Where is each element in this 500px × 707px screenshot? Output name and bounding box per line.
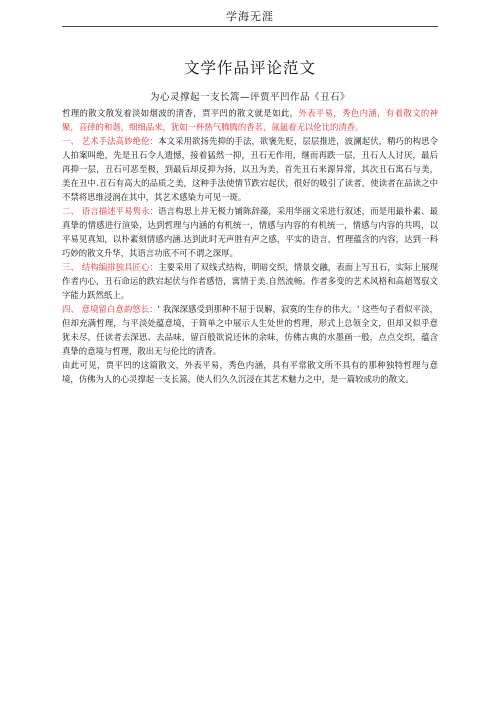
section-paragraph-2	[62, 204, 438, 260]
section-paragraph-1	[62, 134, 438, 204]
document-title: 文学作品评论范文	[183, 59, 316, 77]
section-text-1: 本文采用欲扬先抑的手法，欲褒先贬，层层推进，波澜起伏，精巧的构思令人拍案叫绝，先是丑石令人遗憾，接着猛然一抑，丑石无作用，继而再跌一层，丑石人人讨厌，最后再抑一层，丑石可恶至极，到最后却反抑为扬，以丑为美，首先丑石来源异常，其次丑石寓石与美，美在丑中.丑石有高大的品质之美，这种手法使情节跌宕起伏，很好的吸引了读者，使读者在品读之中不禁将思维浸润在其中，其艺术感染力可见一斑。	[62, 136, 438, 202]
section-text-3: 主要采用了双线式结构，明暗交织，情景交融，表面上写丑石，实际上展现作者内心，丑石命运的跌宕起伏与作者感悟，寓情于美.自然流畅。作者多变的艺术风格和高超驾驭文字能力跃然纸上。	[62, 262, 438, 300]
section-text-2: 语言构思上并无极力铺陈辞藻，采用华丽文采进行叙述，而是用最朴素、最真挚的情感进行渲染，达到哲理与内涵的有机统一，情感与内容的有机统一，情感与内容的共鸣，以平易见真知，以朴素刻情感内涵.达到此时无声胜有声之感，平实的语言，哲理蕴含的内容，达到一科巧妙的散文升华，其语言功底不可不谓之深厚。	[62, 206, 438, 258]
page-header: 学海无涯	[62, 8, 438, 27]
section-heading-1: 一、 艺术手法高妙绝伦：	[62, 136, 159, 146]
section-text-4: ' 我深深感受到那种不屈于误解，寂寞的生存的伟大。' 这些句子看似平淡，但却充满哲理，与平淡处蕴意境，于简单之中展示人生处世的哲理，形式上总领全文，但却又似乎意犹未尽，任读者去深思、去品味，留百般欲说还休的余味，仿佛古典的水墨画一般，点点交织，蕴含真挚的意境与哲理，散出无与伦比的清香。	[62, 304, 438, 356]
document-body	[62, 91, 438, 386]
conclusion-paragraph: 由此可见，贾平凹的这篇散文，外表平易，秀色内涵，具有平常散文所不具有的那种独特哲理与意境，仿佛为人的心灵撑起一支长篙，使人们久久沉浸在其艺术魅力之中，是一篇较成功的散文。	[62, 360, 438, 384]
section-paragraph-4	[62, 302, 438, 358]
intro-text: 哲理的散文散发着淡如烟波的清香，贾平凹的散文就是如此，	[62, 108, 299, 118]
section-heading-4: 四、 意境留白意韵悠长：	[62, 304, 158, 314]
intro-paragraph	[62, 106, 438, 134]
section-heading-3: 三、 结构编排独具匠心：	[62, 262, 159, 272]
document-subtitle: 为心灵撑起一支长篙—评贾平凹作品《丑石》	[149, 92, 350, 103]
section-heading-2: 二、 语言描述平易隽永：	[62, 206, 159, 216]
intro-highlight: 外表平易，秀色内涵，有着散文的神聚，音律的和谐，细细品来，犹如一杯热气腾腾的香茗，氤氲着无以伦比的清香。	[62, 108, 439, 132]
section-paragraph-3	[62, 260, 438, 302]
